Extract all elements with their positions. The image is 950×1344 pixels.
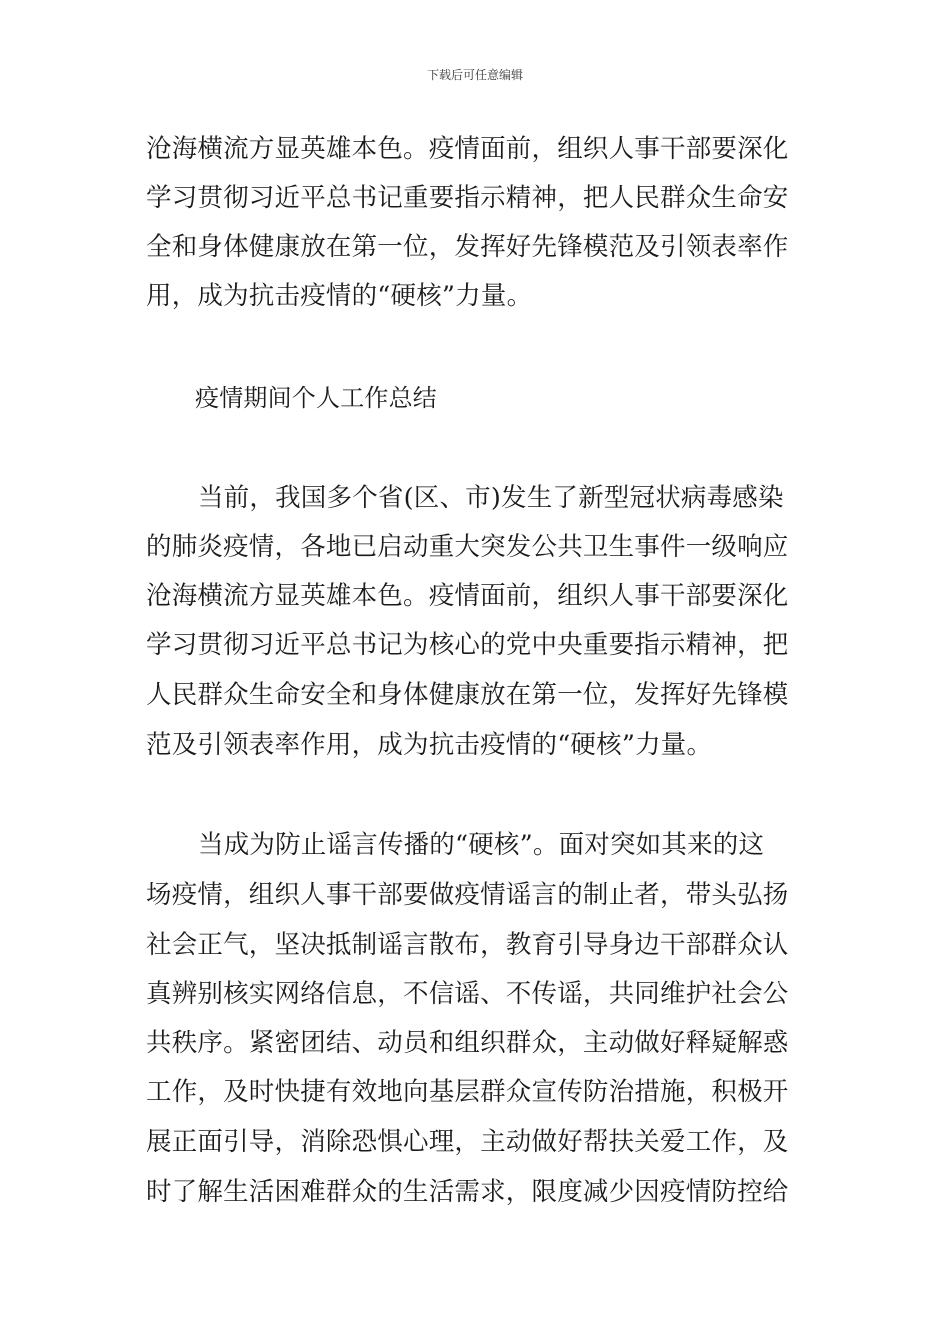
paragraph-line: 共秩序。紧密团结、动员和组织群众，主动做好释疑解惑: [146, 1028, 789, 1058]
paragraph-line: 场疫情，组织人事干部要做疫情谣言的制止者，带头弘扬: [146, 880, 789, 910]
paragraph-line: 范及引领表率作用，成为抗击疫情的“硬核”力量。: [146, 730, 713, 760]
paragraph-line: 展正面引导，消除恐惧心理，主动做好帮扶关爱工作，及: [146, 1127, 789, 1157]
paragraph-line: 社会正气，坚决抵制谣言散布，教育引导身边干部群众认: [146, 930, 789, 960]
paragraph-line: 时了解生活困难群众的生活需求，限度减少因疫情防控给: [146, 1177, 789, 1207]
paragraph-line: 学习贯彻习近平总书记为核心的党中央重要指示精神，把: [146, 630, 789, 660]
paragraph-line: 全和身体健康放在第一位，发挥好先锋模范及引领表率作: [146, 232, 789, 262]
paragraph-line: 当成为防止谣言传播的“硬核”。面对突如其来的这: [198, 830, 765, 860]
paragraph-line: 工作，及时快捷有效地向基层群众宣传防治措施，积极开: [146, 1077, 789, 1107]
paragraph-line: 学习贯彻习近平总书记重要指示精神，把人民群众生命安: [146, 183, 789, 213]
page-header: 下载后可任意编辑: [426, 68, 523, 82]
paragraph-line: 用，成为抗击疫情的“硬核”力量。: [146, 281, 533, 311]
paragraph-line: 沧海横流方显英雄本色。疫情面前，组织人事干部要深化: [146, 134, 789, 164]
paragraph-line: 真辨别核实网络信息，不信谣、不传谣，共同维护社会公: [146, 979, 789, 1009]
paragraph-line: 的肺炎疫情，各地已启动重大突发公共卫生事件一级响应: [146, 532, 789, 562]
section-heading: 疫情期间个人工作总结: [195, 384, 437, 412]
paragraph-line: 沧海横流方显英雄本色。疫情面前，组织人事干部要深化: [146, 581, 789, 611]
paragraph-line: 人民群众生命安全和身体健康放在第一位，发挥好先锋模: [146, 680, 789, 710]
paragraph-line: 当前，我国多个省(区、市)发生了新型冠状病毒感染: [198, 483, 784, 513]
